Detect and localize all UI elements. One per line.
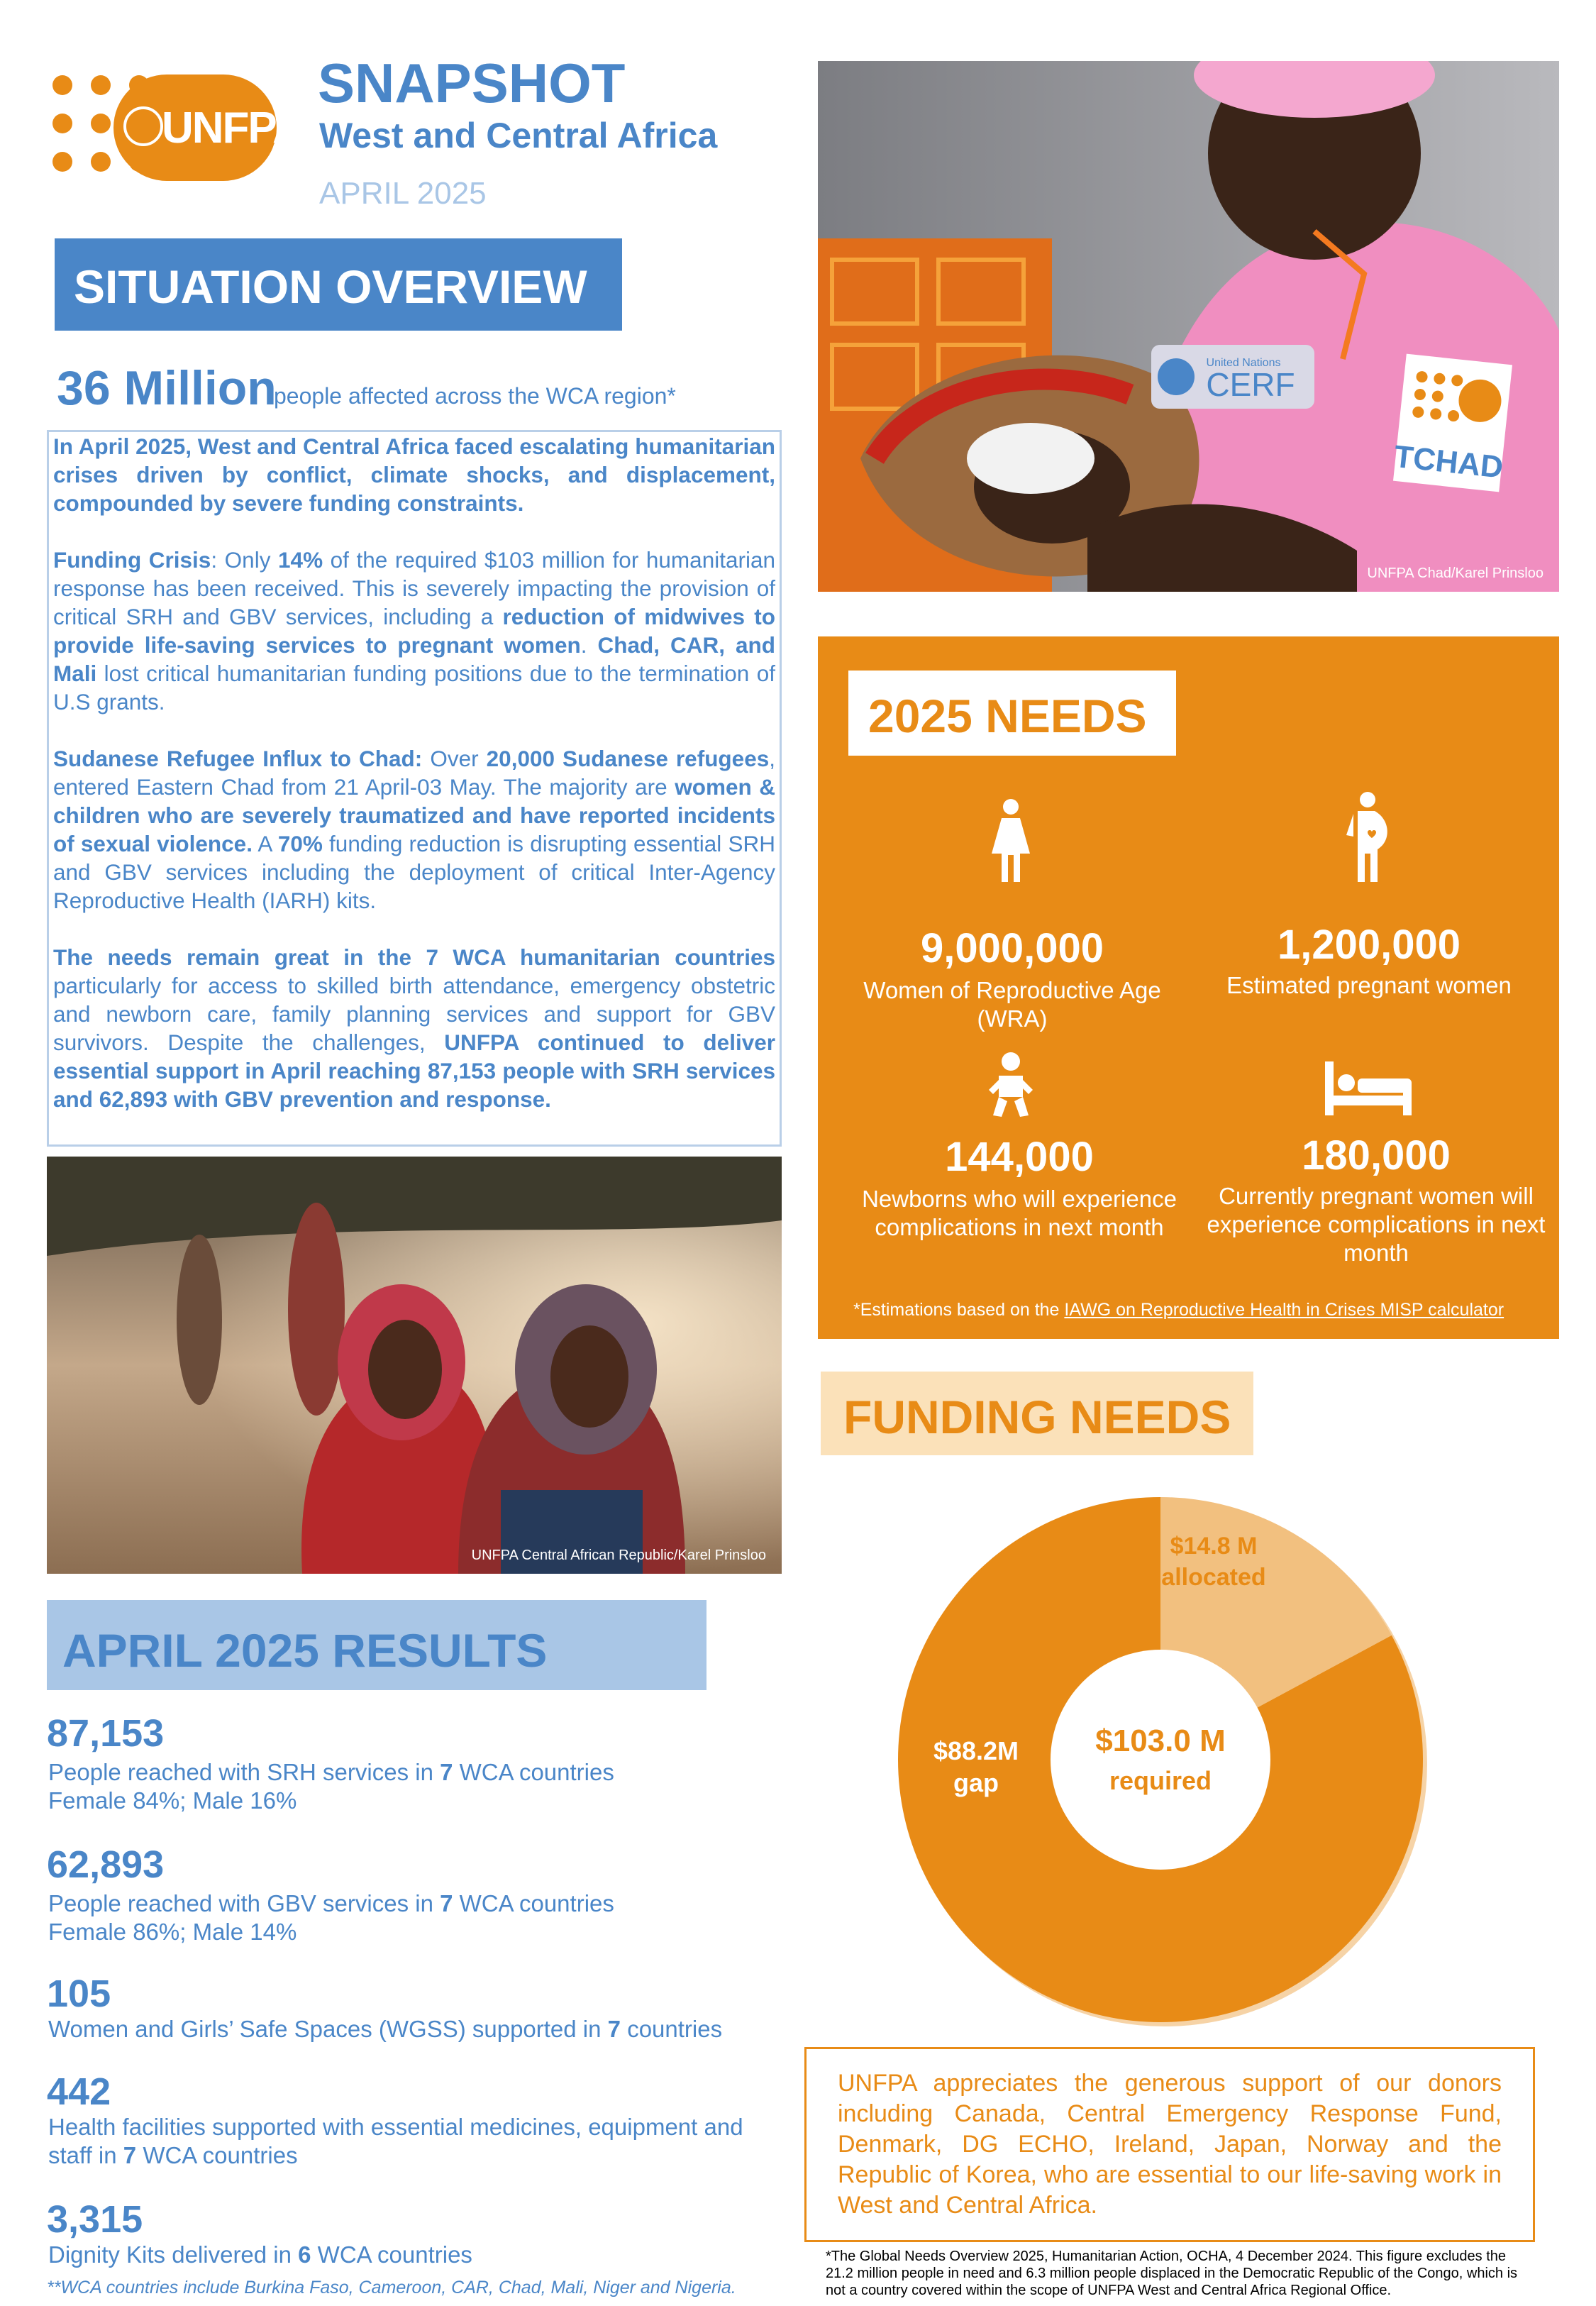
need-value-pregnant: 1,200,000 (1277, 922, 1461, 968)
result-value-health-facilities: 442 (47, 2070, 111, 2113)
photo-badge-tchad: TCHAD (1392, 438, 1505, 485)
donut-label-allocated: allocated (1161, 1564, 1266, 1591)
people-affected-stat: 36 Million (57, 361, 277, 415)
overview-paragraph-intro: In April 2025, West and Central Africa faced escalating humanitarian crises driven by conflict, climate shocks, and displacement, compounded by severe funding constraints. (53, 434, 775, 516)
photo-credit-bottom: UNFPA Central African Republic/Karel Prinsloo (471, 1548, 766, 1563)
report-date: APRIL 2025 (319, 176, 487, 211)
overview-paragraph-needs: The needs remain great in the 7 WCA humanitarian countries particularly for access to skilled birth attendance, emergency obstetric and newborn care, family planning services and support for GBV survivors. Despite the challenges, UNFPA continued to deliver essential support in April reaching 87,153 people with SRH services and 62,893 with GBV prevention and response. (53, 944, 775, 1112)
need-label-complications: Currently pregnant women will experience complications in next month (1207, 1183, 1546, 1266)
photo-girls-illustration (47, 1157, 782, 1574)
woman-icon (986, 798, 1036, 883)
pregnant-woman-icon (1341, 791, 1397, 883)
donut-hole (1051, 1650, 1270, 1870)
donut-center-label: required (1109, 1766, 1212, 1795)
misp-calculator-link[interactable]: IAWG on Reproductive Health in Crises MISP calculator (1064, 1300, 1504, 1320)
photo-midwife-illustration (818, 61, 1559, 592)
un-emblem-icon (123, 106, 163, 146)
donut-label-gap-value: $88.2M (933, 1736, 1019, 1765)
overview-paragraph-funding: Funding Crisis: Only 14% of the required $103 million for humanitarian response has been received. This is severely impacting the provision of critical SRH and GBV services, including a reduction of midwives to provide life-saving services to pregnant women. Chad, CAR, and Mali lost critical humanitarian funding positions due to the termination of U.S grants. (53, 547, 776, 715)
need-label-wra: Women of Reproductive Age (WRA) (863, 977, 1161, 1032)
page-subtitle: West and Central Africa (319, 116, 718, 155)
result-value-dignity-kits: 3,315 (47, 2198, 143, 2241)
page-title: SNAPSHOT (318, 52, 626, 114)
donut-label-gap: gap (953, 1768, 999, 1797)
needs-title: 2025 NEEDS (848, 671, 1176, 756)
need-value-complications: 180,000 (1302, 1132, 1451, 1179)
photo-badge-cerf: CERF (1206, 366, 1295, 403)
result-value-srh: 87,153 (47, 1712, 165, 1755)
need-value-newborns: 144,000 (945, 1134, 1094, 1180)
unfpa-logo (113, 75, 303, 181)
needs-footnote: *Estimations based on the IAWG on Reproductive Health in Crises MISP calculator (853, 1300, 1504, 1320)
donut-center-value: $103.0 M (1095, 1723, 1226, 1758)
result-label-health-facilities: Health facilities supported with essential medicines, equipment and staff in 7 WCA countries (48, 2114, 743, 2168)
need-label-newborns: Newborns who will experience complications in next month (862, 1186, 1177, 1240)
wca-countries-footnote: **WCA countries include Burkina Faso, Cameroon, CAR, Chad, Mali, Niger and Nigeria. (47, 2278, 736, 2297)
people-affected-note: people affected across the WCA region* (274, 383, 676, 409)
donut-label-allocated-value: $14.8 M (1170, 1533, 1258, 1560)
logo-text: UNFPA (162, 104, 303, 153)
result-label-gbv: People reached with GBV services in 7 WCA countries Female 86%; Male 14% (48, 1890, 614, 1945)
result-value-gbv: 62,893 (47, 1843, 165, 1886)
funding-donut-chart (891, 1490, 1430, 2029)
situation-overview-banner: SITUATION OVERVIEW (55, 238, 622, 331)
photo-credit-top: UNFPA Chad/Karel Prinsloo (1367, 566, 1544, 581)
result-value-wgss: 105 (47, 1973, 111, 2015)
need-value-wra: 9,000,000 (920, 925, 1104, 971)
funding-title: FUNDING NEEDS (821, 1372, 1253, 1455)
overview-paragraph-refugees: Sudanese Refugee Influx to Chad: Over 20,000 Sudanese refugees, entered Eastern Chad from 21 April-03 May. The majority are women & children who are severely traumatized and have reported incidents of sexual violence. A 70% funding reduction is disrupting essential SRH and GBV services including the deployment of critical Inter-Agency Reproductive Health (IARH) kits. (53, 746, 776, 913)
result-label-srh: People reached with SRH services in 7 WCA countries Female 84%; Male 16% (48, 1759, 614, 1814)
donor-acknowledgement: UNFPA appreciates the generous support of our donors including Canada, Central Emergency Response Fund, Denmark, DG ECHO, Ireland, Japan, Norway and the Republic of Korea, who are essential to our life-saving work in West and Central Africa. (804, 2047, 1535, 2242)
result-label-dignity-kits: Dignity Kits delivered in 6 WCA countries (48, 2241, 472, 2268)
results-banner: APRIL 2025 RESULTS (47, 1600, 706, 1690)
overview-text-box (47, 430, 782, 1147)
photo-girls-car (47, 1157, 782, 1574)
bed-icon (1325, 1061, 1412, 1115)
photo-badge-un: United Nations (1206, 357, 1281, 369)
photo-midwife-with-newborn (818, 61, 1559, 592)
need-label-pregnant: Estimated pregnant women (1226, 972, 1512, 998)
result-label-wgss: Women and Girls’ Safe Spaces (WGSS) supported in 7 countries (48, 2016, 723, 2042)
baby-icon (986, 1052, 1036, 1119)
gno-footnote: *The Global Needs Overview 2025, Humanitarian Action, OCHA, 4 December 2024. This figure excludes the 21.2 million people in need and 6.3 million people displaced in the Democratic Republic of the Congo, which is not a country covered within the scope of UNFPA West and Central Africa Regional Office. (826, 2249, 1518, 2298)
